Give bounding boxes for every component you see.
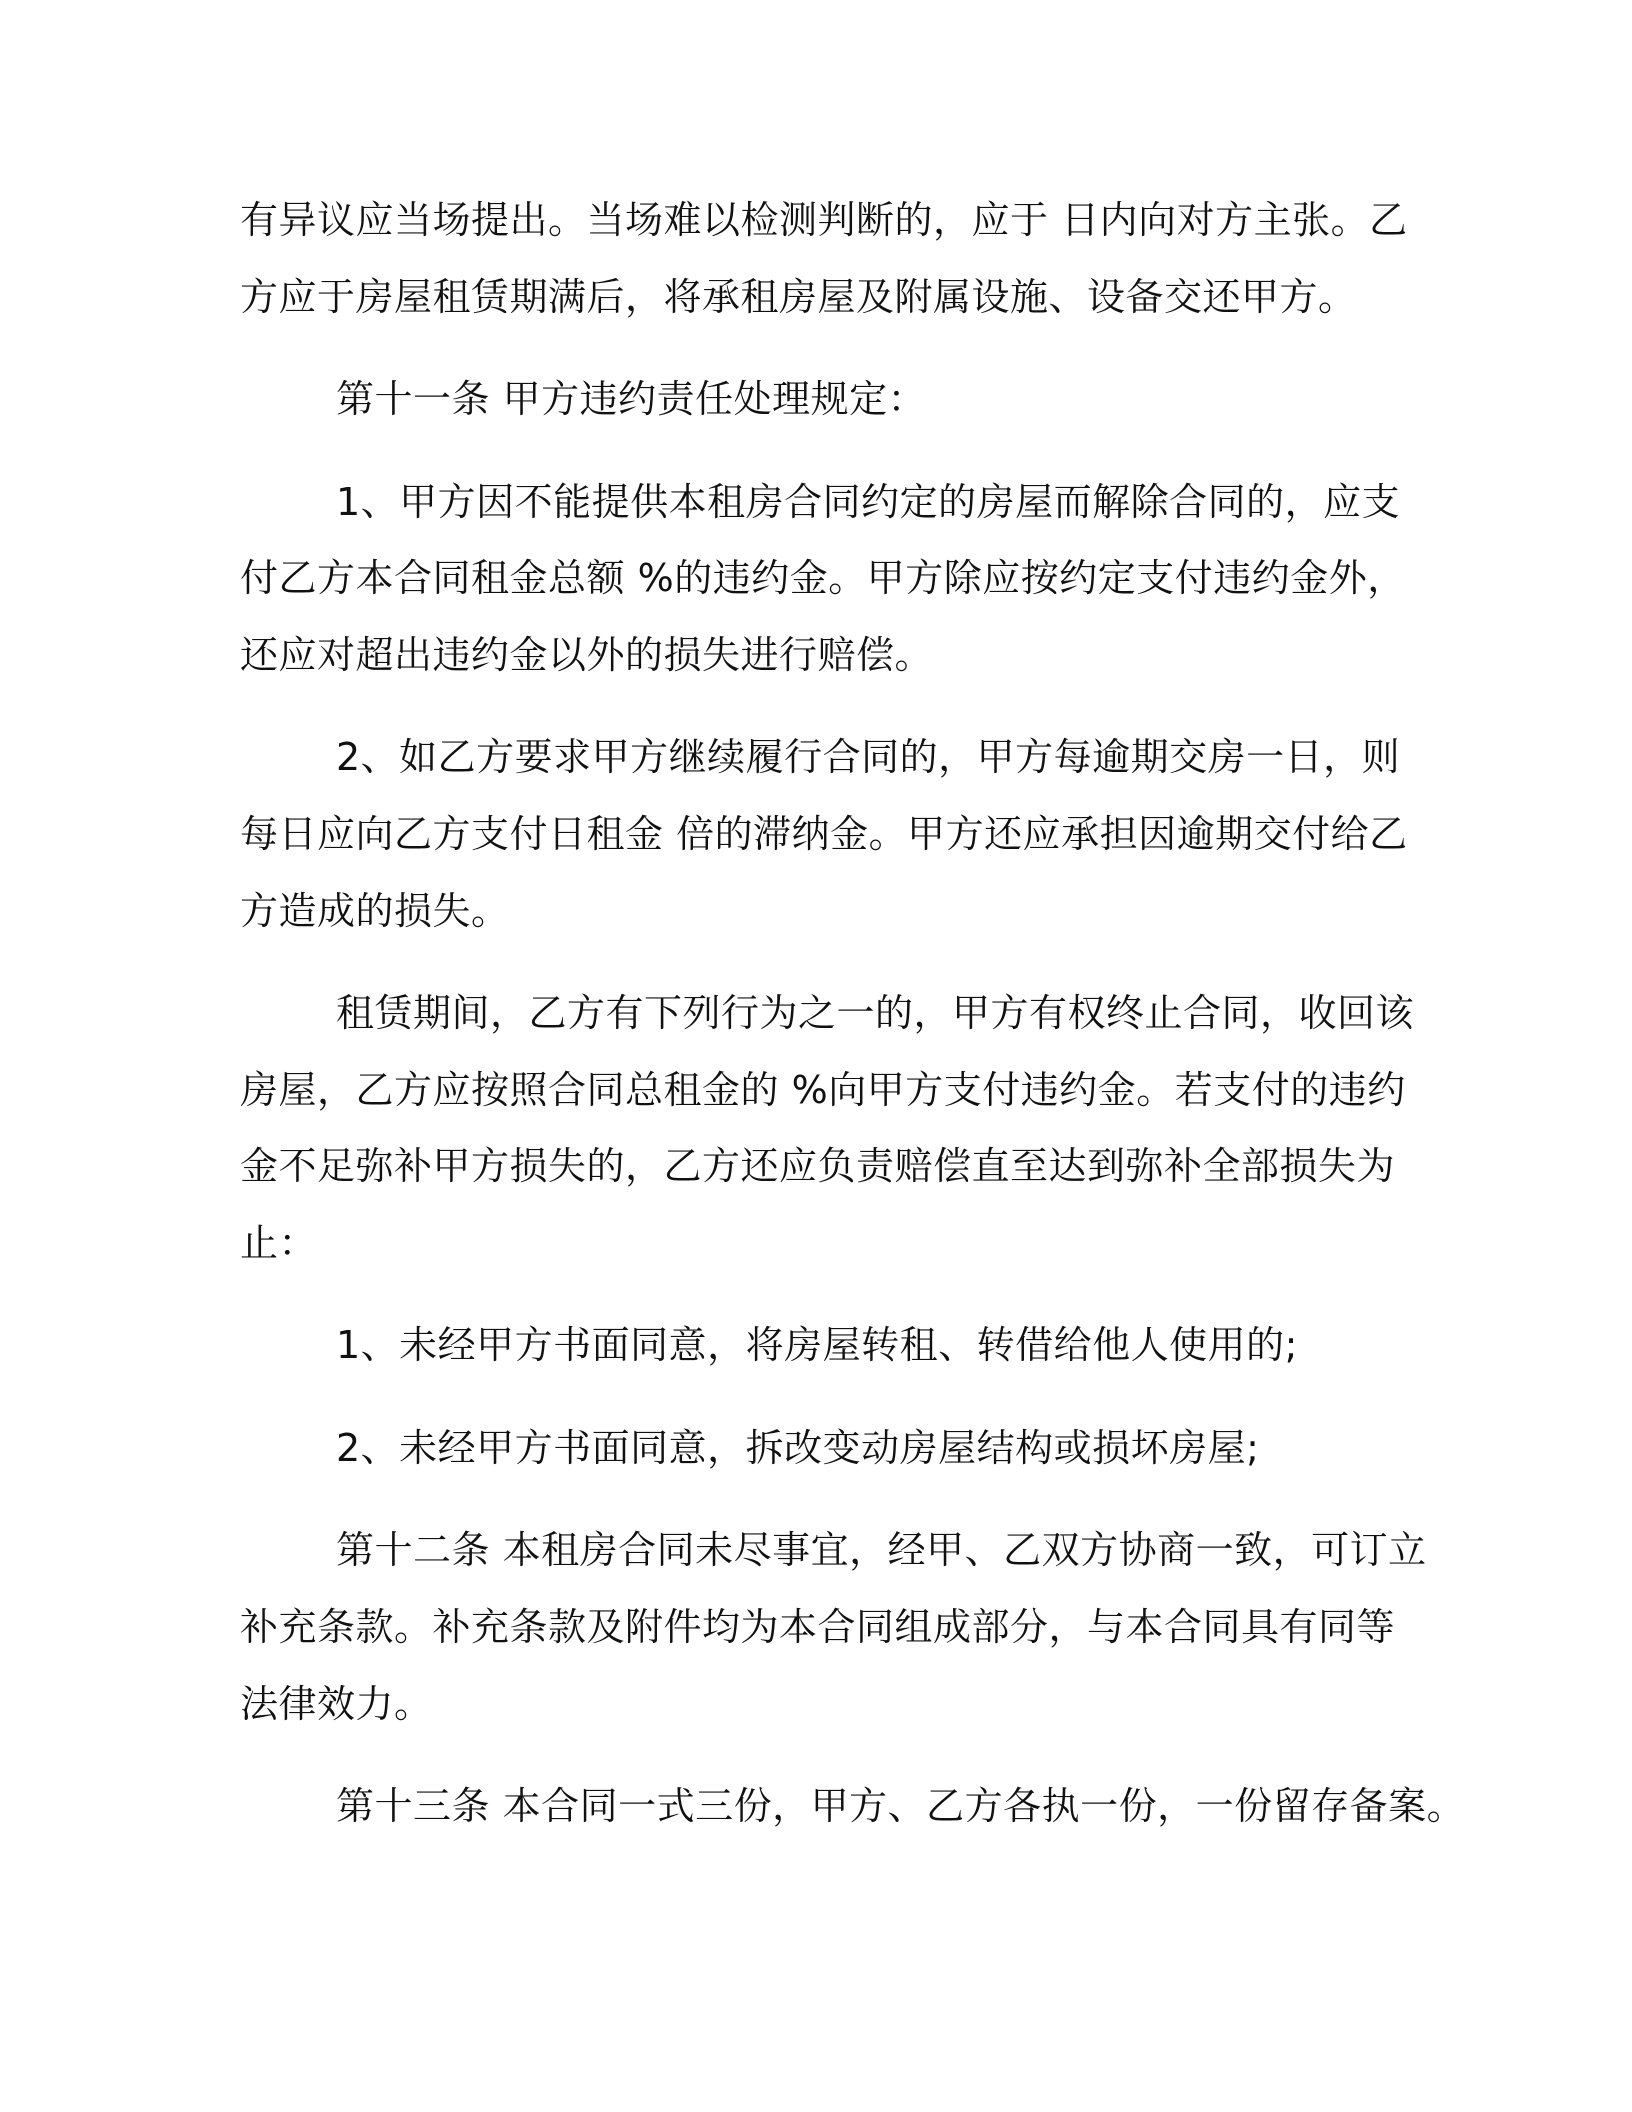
text-line: 方造成的损失。 [240,889,510,933]
text-line: 止： [240,1221,318,1265]
text-line: 法律效力。 [240,1682,433,1726]
text-line: 2、如乙方要求甲方继续履行合同的，甲方每逾期交房一日，则 [336,735,1401,779]
text-line: 每日应向乙方支付日租金 倍的滞纳金。甲方还应承担因逾期交付给乙 [240,812,1408,856]
text-line: 方应于房屋租赁期满后，将承租房屋及附属设施、设备交还甲方。 [240,275,1357,319]
article-13-line: 第十三条 本合同一式三份，甲方、乙方各执一份，一份留存备案。 [336,1784,1466,1828]
text-line: 1、甲方因不能提供本租房合同约定的房屋而解除合同的，应支 [336,480,1401,524]
text-line: 房屋，乙方应按照合同总租金的 %向甲方支付违约金。若支付的违约 [240,1068,1406,1112]
article-11-heading: 第十一条 甲方违约责任处理规定： [336,377,927,421]
list-item: 1、未经甲方书面同意，将房屋转租、转借给他人使用的; [336,1323,1298,1367]
article-12-line: 第十二条 本租房合同未尽事宜，经甲、乙双方协商一致，可订立 [336,1528,1427,1572]
text-line: 租赁期间，乙方有下列行为之一的，甲方有权终止合同，收回该 [336,991,1415,1035]
list-item: 2、未经甲方书面同意，拆改变动房屋结构或损坏房屋; [336,1426,1260,1470]
text-line: 还应对超出违约金以外的损失进行赔偿。 [240,633,934,677]
text-line: 补充条款。补充条款及附件均为本合同组成部分，与本合同具有同等 [240,1605,1396,1649]
text-line: 有异议应当场提出。当场难以检测判断的，应于 日内向对方主张。乙 [240,198,1408,242]
text-line: 付乙方本合同租金总额 %的违约金。甲方除应按约定支付违约金外， [240,556,1406,600]
text-line: 金不足弥补甲方损失的，乙方还应负责赔偿直至达到弥补全部损失为 [240,1144,1396,1188]
